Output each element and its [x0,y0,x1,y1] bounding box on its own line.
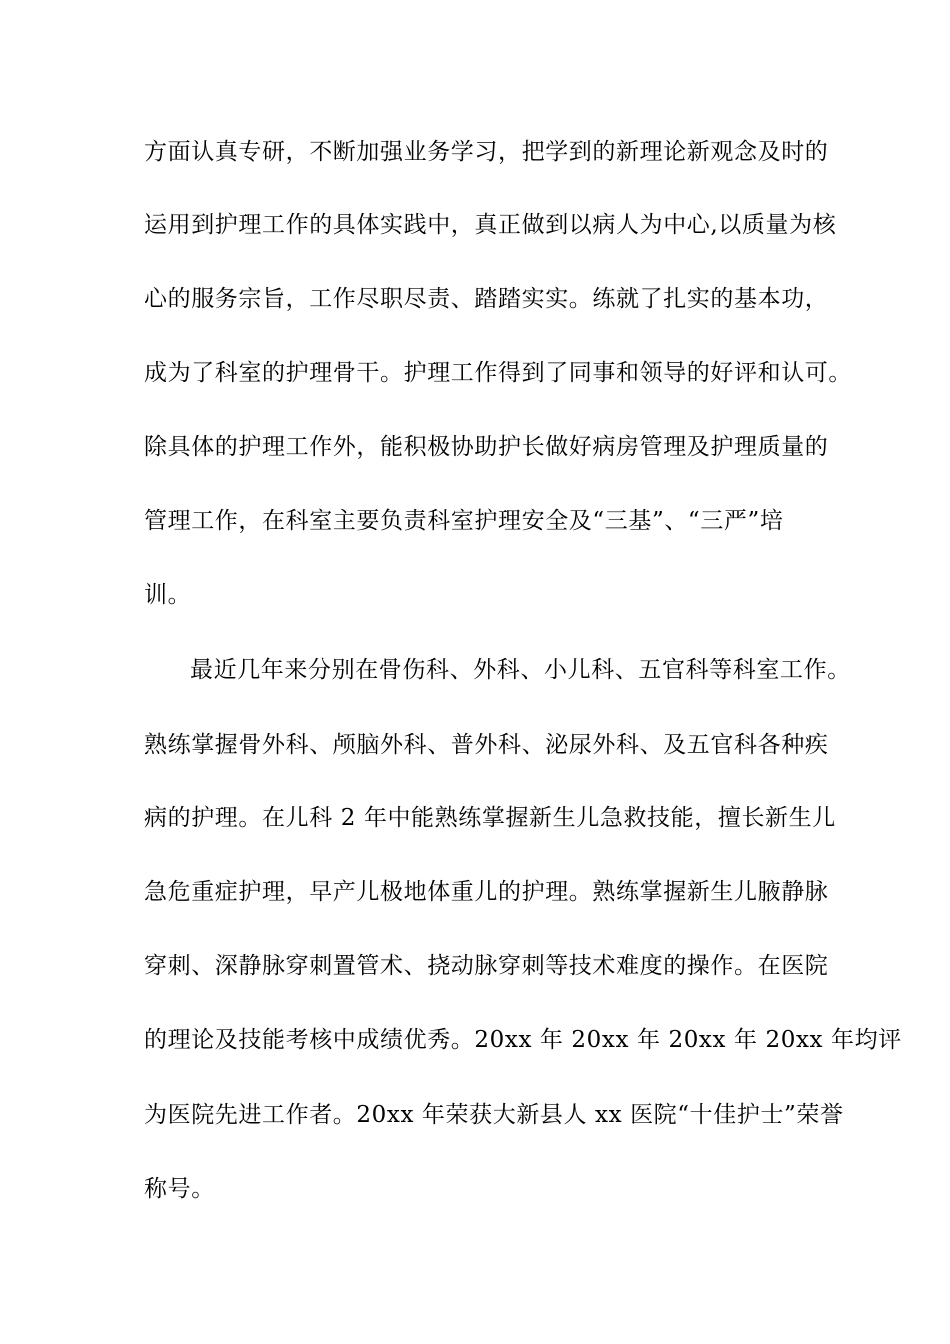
text-line: 为医院先进工作者。20xx 年荣获大新县人 xx 医院“十佳护士”荣誉 [144,1102,844,1128]
text-line: 心的服务宗旨，工作尽职尽责、踏踏实实。练就了扎实的基本功， [144,286,829,312]
text-line: 急危重症护理，早产儿极地体重儿的护理。熟练掌握新生儿腋静脉 [144,879,829,905]
text-line: 训。 [144,582,192,608]
text-line: 运用到护理工作的具体实践中，真正做到以病人为中心,以质量为核 [144,212,837,238]
paragraph-first-line: 最近几年来分别在骨伤科、外科、小儿科、五官科等科室工作。 [190,657,851,683]
text-line: 病的护理。在儿科 2 年中能熟练掌握新生儿急救技能，擅长新生儿 [144,805,836,831]
text-line: 成为了科室的护理骨干。护理工作得到了同事和领导的好评和认可。 [144,360,852,386]
text-line: 管理工作，在科室主要负责科室护理安全及“三基”、“三严”培 [144,508,784,534]
text-line: 穿刺、深静脉穿刺置管术、挠动脉穿刺等技术难度的操作。在医院 [144,953,829,979]
text-line: 熟练掌握骨外科、颅脑外科、普外科、泌尿外科、及五官科各种疾 [144,732,829,758]
text-line: 称号。 [144,1176,215,1202]
text-line: 除具体的护理工作外，能积极协助护长做好病房管理及护理质量的 [144,434,829,460]
text-line: 的理论及技能考核中成绩优秀。20xx 年 20xx 年 20xx 年 20xx 年均评 [144,1027,902,1053]
text-line: 方面认真专研，不断加强业务学习，把学到的新理论新观念及时的 [144,139,829,165]
